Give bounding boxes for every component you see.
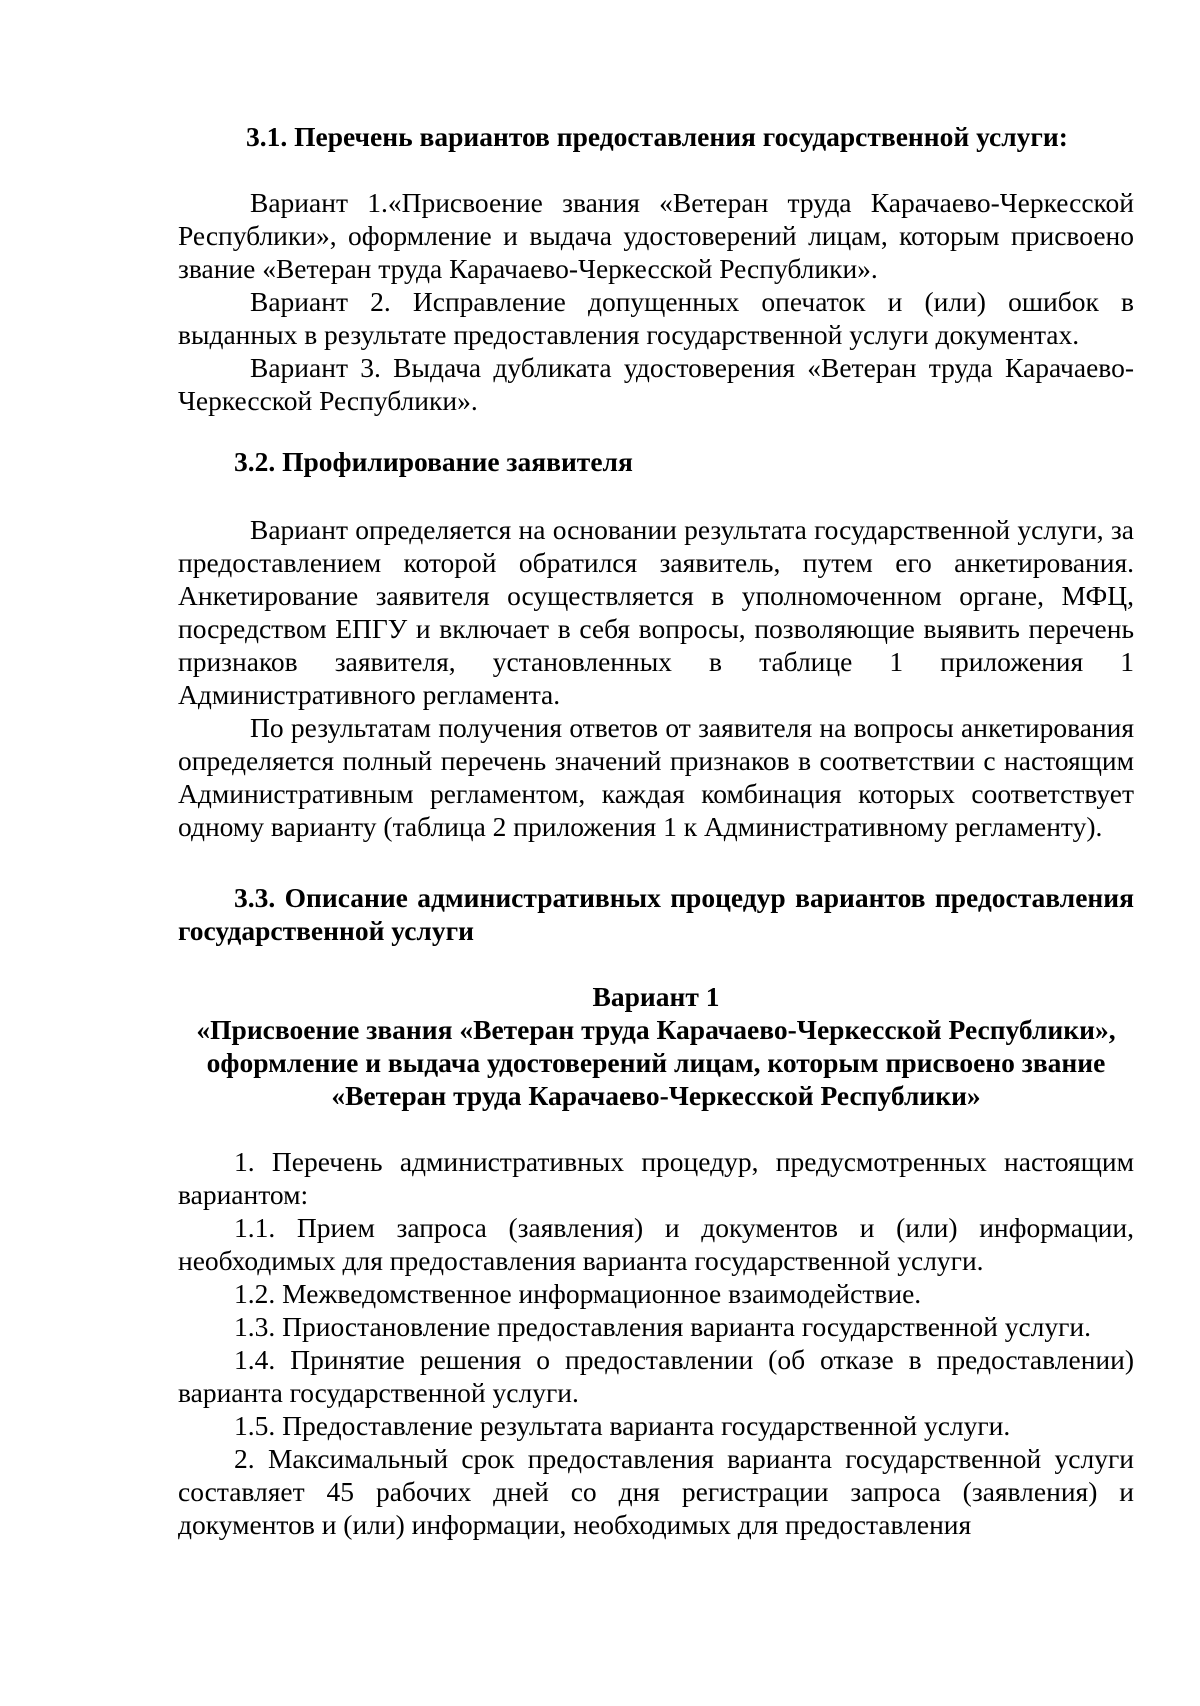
profiling-paragraph-2: По результатам получения ответов от заявителя на вопросы анкетирования определяется полный перечень значений признаков в соответствии с настоящим Административным регламентом, каждая комбинация которых соответствует одному варианту (таблица 2 приложения 1 к Административному регламенту). [178, 712, 1134, 842]
list-item: 2. Максимальный срок предоставления варианта государственной услуги составляет 45 рабочих дней со дня регистрации запроса (заявления) и документов и (или) информации, необходимых для предоставления [178, 1443, 1134, 1540]
variant-1-subtitle: «Присвоение звания «Ветеран труда Карачаево-Черкесской Республики», оформление и выдача удостоверений лицам, которым присвоено звание «Ветеран труда Карачаево-Черкесской Республики» [196, 1014, 1116, 1111]
section-3-1-heading: 3.1. Перечень вариантов предоставления государственной услуги: [246, 121, 1068, 152]
variant-1-paragraph: Вариант 1.«Присвоение звания «Ветеран труда Карачаево-Черкесской Республики», оформление и выдача удостоверений лицам, которым присвоено звание «Ветеран труда Карачаево-Черкесской Республики». [178, 187, 1134, 284]
section-3-3-heading: 3.3. Описание административных процедур вариантов предоставления государственной услуги [178, 882, 1134, 946]
variant-3-paragraph: Вариант 3. Выдача дубликата удостоверения «Ветеран труда Карачаево-Черкесской Республики». [178, 352, 1134, 416]
profiling-paragraph-1: Вариант определяется на основании результата государственной услуги, за предоставлением которой обратился заявитель, путем его анкетирования. Анкетирование заявителя осуществляется в уполномоченном органе, МФЦ, посредством ЕПГУ и включает в себя вопросы, позволяющие выявить перечень признаков заявителя, установленных в таблице 1 приложения 1 Административного регламента. [178, 514, 1134, 710]
document-body [178, 120, 1134, 1541]
list-item: 1.3. Приостановление предоставления варианта государственной услуги. [234, 1311, 1092, 1342]
list-item: 1.1. Прием запроса (заявления) и документов и (или) информации, необходимых для предоставления варианта государственной услуги. [178, 1212, 1134, 1276]
list-item: 1.2. Межведомственное информационное взаимодействие. [234, 1278, 922, 1309]
list-item: 1.5. Предоставление результата варианта государственной услуги. [234, 1410, 1011, 1441]
variant-1-header [178, 980, 1134, 1112]
list-item: 1. Перечень административных процедур, предусмотренных настоящим вариантом: [178, 1146, 1134, 1210]
variant-1-title: Вариант 1 [592, 981, 720, 1012]
list-item: 1.4. Принятие решения о предоставлении (об отказе в предоставлении) варианта государственной услуги. [178, 1344, 1134, 1408]
section-3-2-heading: 3.2. Профилирование заявителя [234, 446, 633, 477]
variant-2-paragraph: Вариант 2. Исправление допущенных опечаток и (или) ошибок в выданных в результате предоставления государственной услуги документах. [178, 286, 1134, 350]
